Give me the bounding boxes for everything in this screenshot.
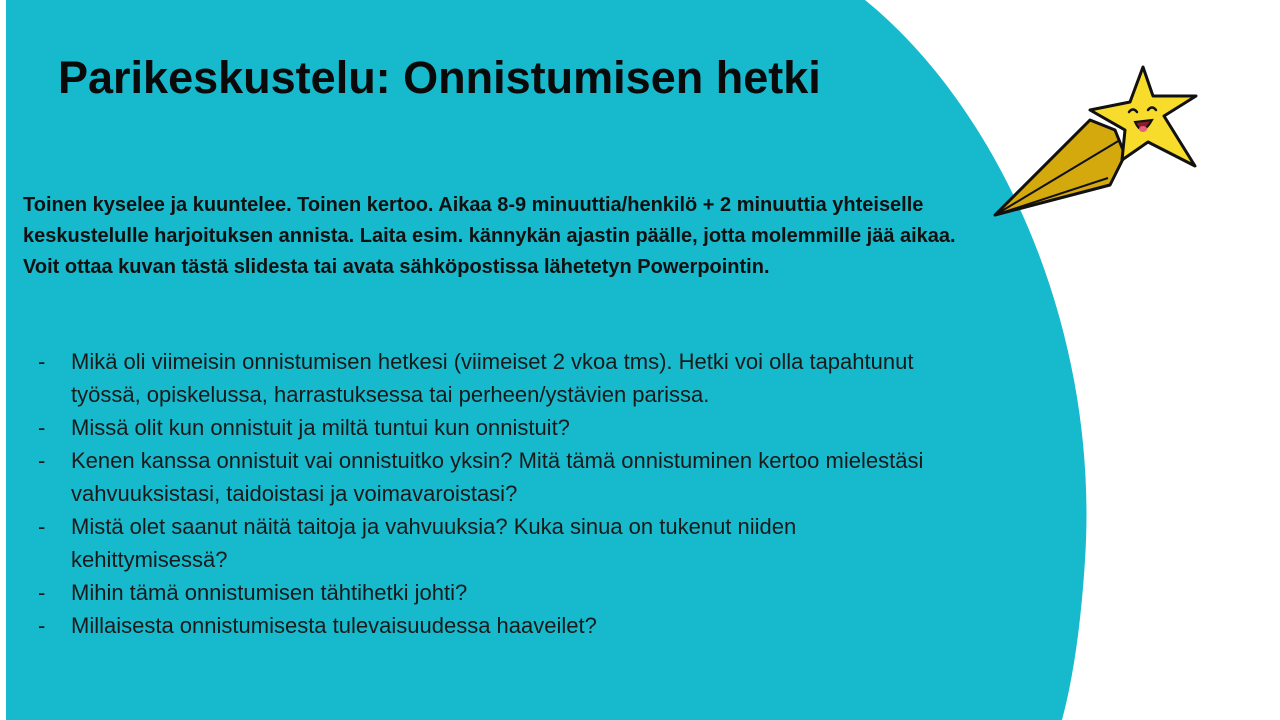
shooting-star-icon (990, 60, 1205, 225)
question-list (38, 345, 938, 642)
bullet-marker: - (38, 613, 46, 638)
question-text: Mikä oli viimeisin onnistumisen hetkesi (viimeiset 2 vkoa tms). Hetki voi olla tapahtunut työssä, opiskelussa, harrastuksessa tai perheen/ystävien parissa. (71, 349, 914, 407)
question-item (38, 510, 938, 576)
question-item (38, 576, 938, 609)
question-item (38, 345, 938, 411)
question-item (38, 444, 938, 510)
question-text: Kenen kanssa onnistuit vai onnistuitko yksin? Mitä tämä onnistuminen kertoo mielestäsi vahvuuksistasi, taidoistasi ja voimavaroistasi? (71, 448, 924, 506)
bullet-marker: - (38, 349, 46, 374)
question-item (38, 411, 938, 444)
bullet-marker: - (38, 514, 46, 539)
bullet-marker: - (38, 448, 46, 473)
instructions-text: Toinen kyselee ja kuuntelee. Toinen kertoo. Aikaa 8-9 minuuttia/henkilö + 2 minuuttia yhteiselle keskustelulle harjoituksen annista. Laita esim. kännykän ajastin päälle, jotta molemmille jää aikaa. Voit ottaa kuvan tästä slidesta tai avata sähköpostissa lähetetyn Powerpointin. (23, 194, 956, 278)
question-text: Mihin tämä onnistumisen tähtihetki johti? (71, 580, 468, 605)
bullet-marker: - (38, 580, 46, 605)
question-text: Mistä olet saanut näitä taitoja ja vahvuuksia? Kuka sinua on tukenut niiden kehittymisessä? (71, 514, 797, 572)
slide-title: Parikeskustelu: Onnistumisen hetki (58, 52, 821, 103)
question-item (38, 609, 938, 642)
question-text: Missä olit kun onnistuit ja miltä tuntui kun onnistuit? (71, 415, 570, 440)
question-text: Millaisesta onnistumisesta tulevaisuudessa haaveilet? (71, 613, 597, 638)
bullet-marker: - (38, 415, 46, 440)
